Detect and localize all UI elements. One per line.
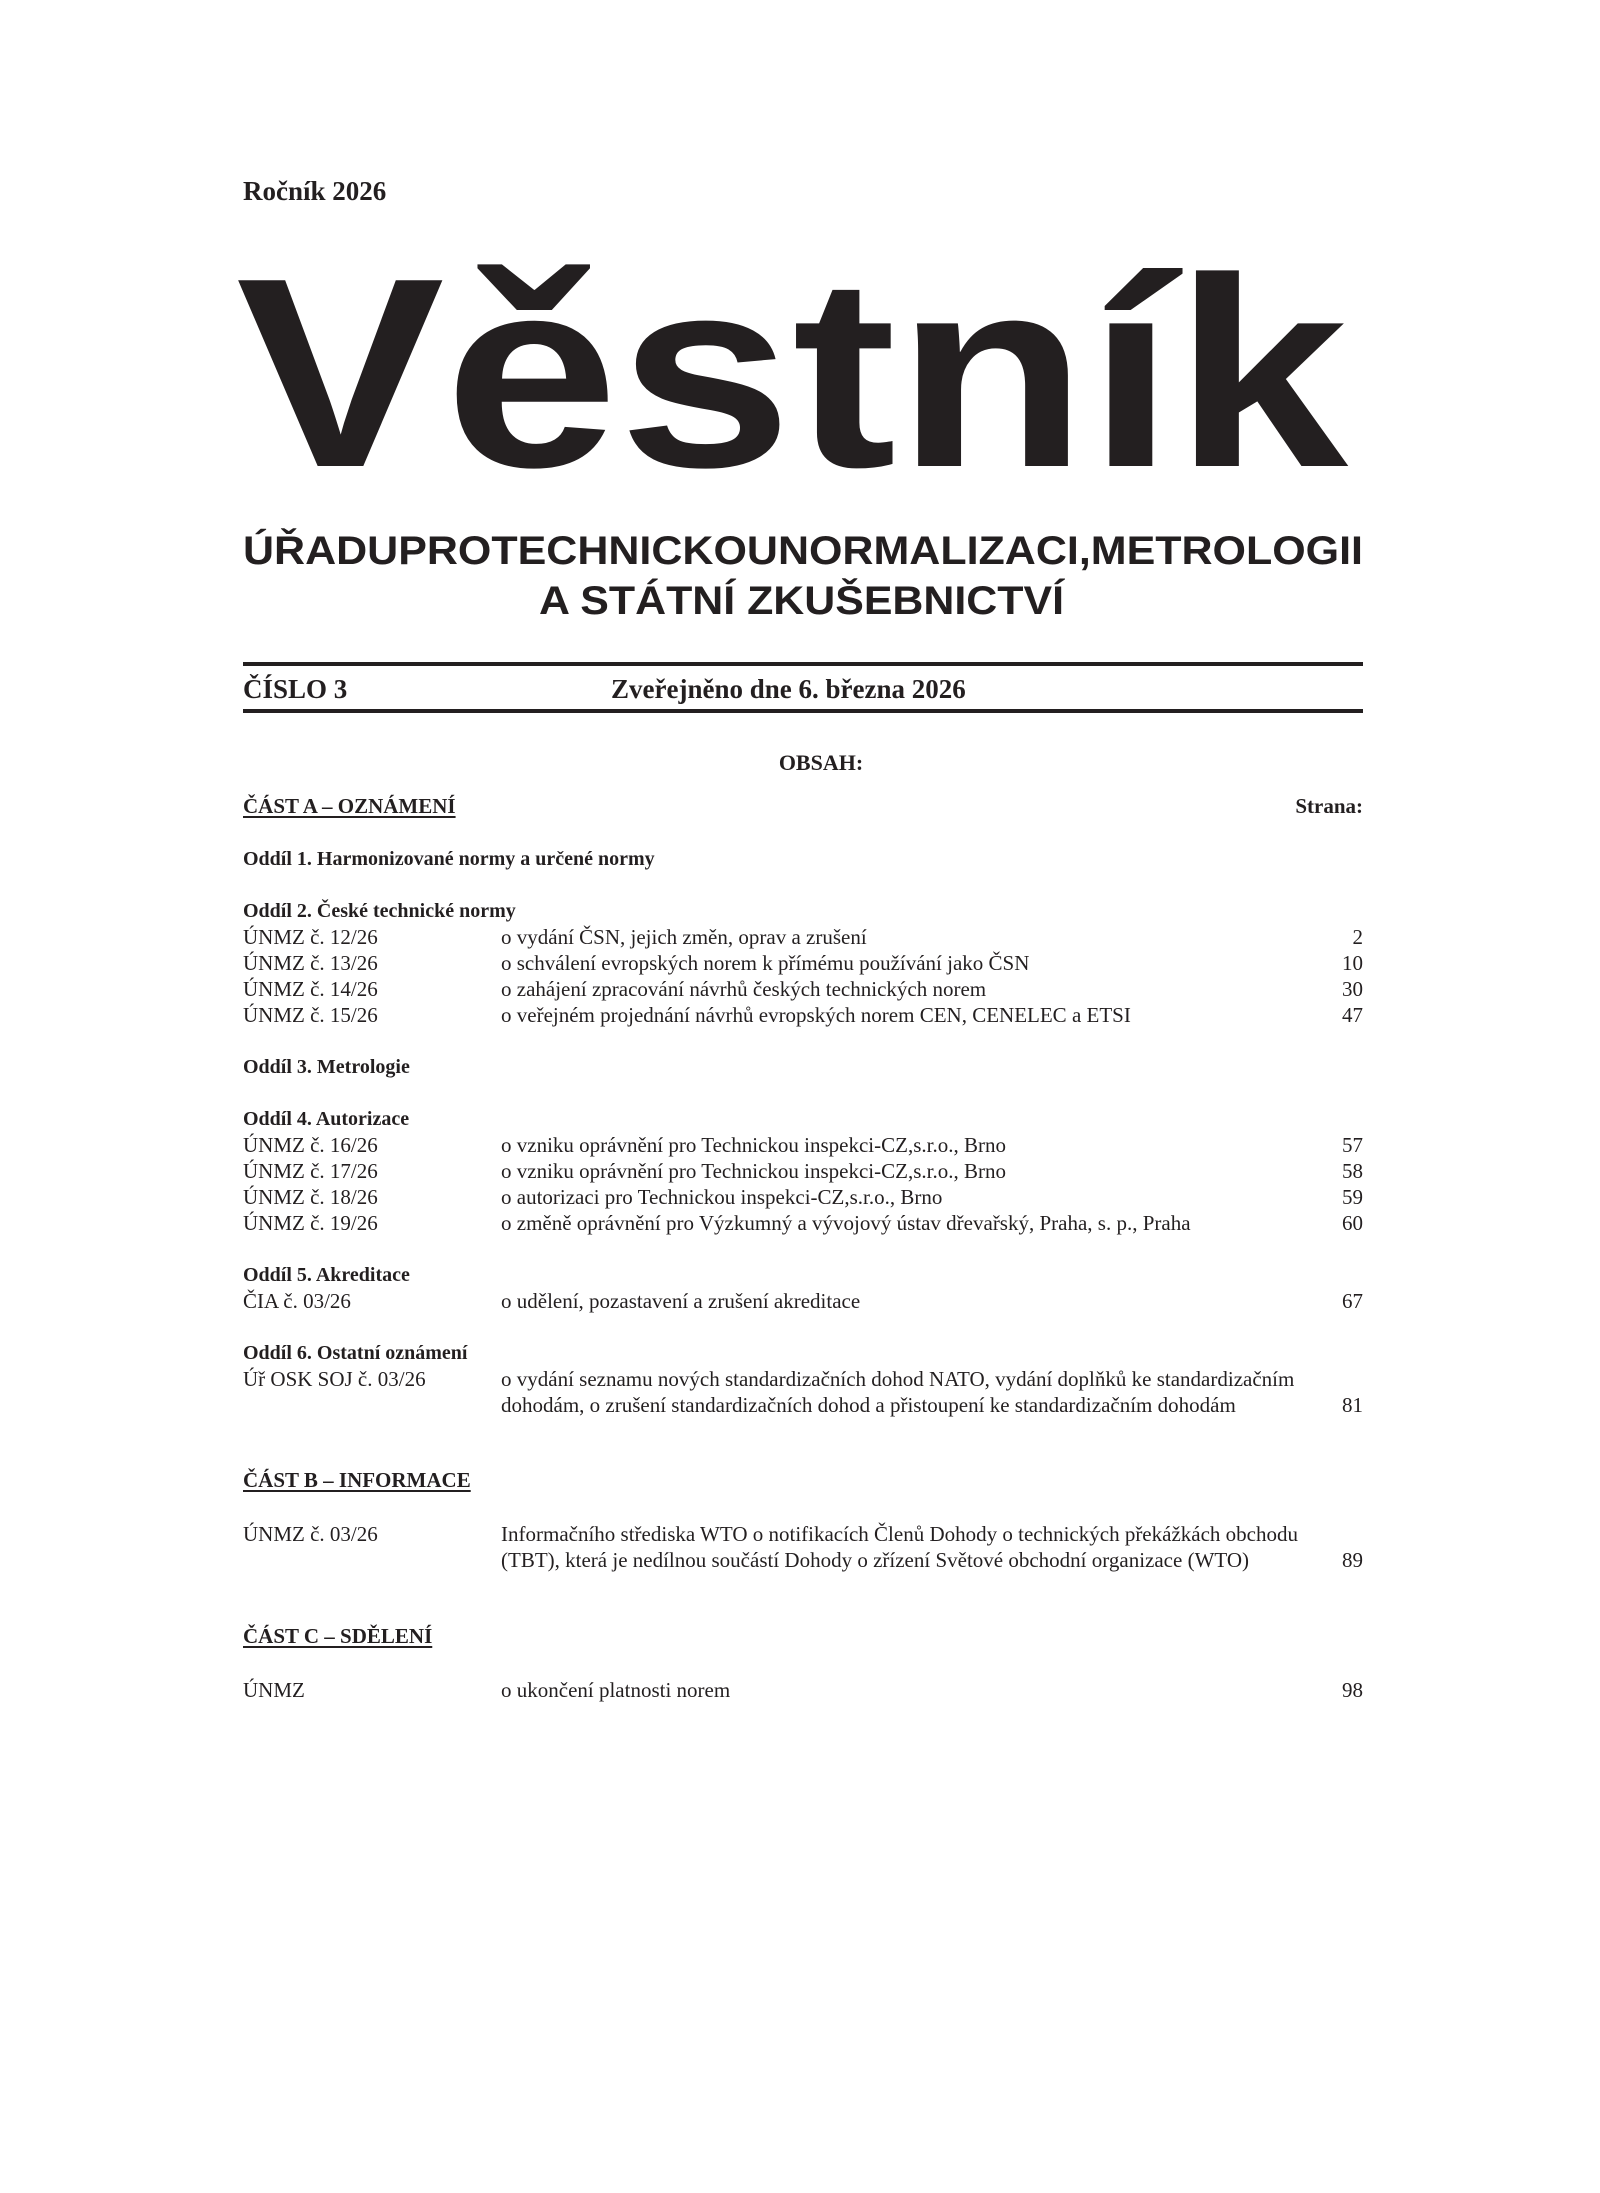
row-description: o veřejném projednání návrhů evropských norem CEN, CENELEC a ETSI <box>501 1003 1131 1027</box>
issue-number: ČÍSLO 3 <box>243 674 348 704</box>
section-heading: Oddíl 3. Metrologie <box>243 1056 410 1078</box>
volume-label: Ročník 2026 <box>243 176 387 206</box>
section-heading: Oddíl 5. Akreditace <box>243 1264 410 1286</box>
row-page: 89 <box>1342 1548 1363 1572</box>
row-page: 58 <box>1342 1159 1363 1183</box>
section-heading: Oddíl 2. České technické normy <box>243 900 516 922</box>
row-page: 60 <box>1342 1211 1363 1235</box>
toc-row[interactable] <box>243 976 1363 1002</box>
toc-row[interactable] <box>243 950 1363 976</box>
page-column-label: Strana: <box>1295 794 1363 818</box>
row-page: 2 <box>1352 925 1363 949</box>
toc-row[interactable] <box>243 1366 1363 1418</box>
row-code: ÚNMZ č. 19/26 <box>243 1211 378 1235</box>
row-code: ÚNMZ č. 12/26 <box>243 925 378 949</box>
row-description: o zahájení zpracování návrhů českých technických norem <box>501 977 987 1001</box>
contents-heading: OBSAH: <box>778 750 864 775</box>
row-code: ÚNMZ č. 16/26 <box>243 1133 378 1157</box>
toc-row[interactable] <box>243 1288 1363 1314</box>
row-page: 30 <box>1342 977 1363 1001</box>
masthead-title-graphic <box>0 0 1600 640</box>
section-heading: Oddíl 1. Harmonizované normy a určené normy <box>243 848 655 870</box>
row-description: o ukončení platnosti norem <box>501 1678 731 1702</box>
row-code: ÚNMZ č. 17/26 <box>243 1159 378 1183</box>
row-description-continued: (TBT), která je nedílnou součástí Dohody o zřízení Světové obchodní organizace (WTO) <box>501 1548 1249 1572</box>
row-description: o vydání ČSN, jejich změn, oprav a zrušení <box>501 925 867 949</box>
part-b-title[interactable]: ČÁST B – INFORMACE <box>243 1468 471 1492</box>
toc-row[interactable] <box>243 1132 1363 1158</box>
row-code: ÚNMZ č. 03/26 <box>243 1522 378 1546</box>
row-code: Úř OSK SOJ č. 03/26 <box>243 1367 426 1391</box>
part-c-title[interactable]: ČÁST C – SDĚLENÍ <box>243 1624 433 1648</box>
row-code: ÚNMZ č. 18/26 <box>243 1185 378 1209</box>
publication-title: Věstník <box>236 223 1350 524</box>
row-code: ÚNMZ č. 13/26 <box>243 951 378 975</box>
row-page: 81 <box>1342 1393 1363 1417</box>
bottom-rule <box>243 709 1363 713</box>
row-code: ÚNMZ č. 14/26 <box>243 977 378 1001</box>
row-description: o vydání seznamu nových standardizačních dohod NATO, vydání doplňků ke standardizačním <box>501 1367 1295 1391</box>
row-page: 57 <box>1342 1133 1363 1157</box>
row-description: o vzniku oprávnění pro Technickou inspekci-CZ,s.r.o., Brno <box>501 1159 1006 1183</box>
row-code: ÚNMZ č. 15/26 <box>243 1003 378 1027</box>
top-rule <box>243 662 1363 666</box>
row-description: o změně oprávnění pro Výzkumný a vývojový ústav dřevařský, Praha, s. p., Praha <box>501 1211 1191 1235</box>
section-heading: Oddíl 4. Autorizace <box>243 1108 410 1130</box>
section-heading: Oddíl 6. Ostatní oznámení <box>243 1342 468 1364</box>
toc-row[interactable] <box>243 924 1363 950</box>
row-description: o schválení evropských norem k přímému používání jako ČSN <box>501 951 1030 975</box>
publisher-line-1: ÚŘADUPROTECHNICKOUNORMALIZACI,METROLOGII <box>243 529 1286 573</box>
row-page: 98 <box>1342 1678 1363 1702</box>
row-code: ČIA č. 03/26 <box>243 1289 351 1313</box>
toc-row[interactable] <box>243 1002 1363 1028</box>
toc-row[interactable] <box>243 1158 1363 1184</box>
toc-row[interactable] <box>243 1677 1363 1703</box>
toc-row[interactable] <box>243 1210 1363 1236</box>
row-description: Informačního střediska WTO o notifikacích Členů Dohody o technických překážkách obchodu <box>501 1522 1298 1546</box>
part-a-title[interactable]: ČÁST A – OZNÁMENÍ <box>243 794 456 818</box>
row-description: o udělení, pozastavení a zrušení akreditace <box>501 1289 861 1313</box>
row-page: 67 <box>1342 1289 1363 1313</box>
row-page: 59 <box>1342 1185 1363 1209</box>
row-page: 47 <box>1342 1003 1363 1027</box>
row-page: 10 <box>1342 951 1363 975</box>
row-code: ÚNMZ <box>243 1678 305 1702</box>
toc-row[interactable] <box>243 1521 1363 1573</box>
row-description: o vzniku oprávnění pro Technickou inspekci-CZ,s.r.o., Brno <box>501 1133 1006 1157</box>
toc-row[interactable] <box>243 1184 1363 1210</box>
publish-date: Zveřejněno dne 6. března 2026 <box>611 674 966 704</box>
row-description: o autorizaci pro Technickou inspekci-CZ,s.r.o., Brno <box>501 1185 943 1209</box>
publisher-line-2: A STÁTNÍ ZKUŠEBNICTVÍ <box>539 579 1029 623</box>
row-description-continued: dohodám, o zrušení standardizačních dohod a přistoupení ke standardizačním dohodám <box>501 1393 1236 1417</box>
